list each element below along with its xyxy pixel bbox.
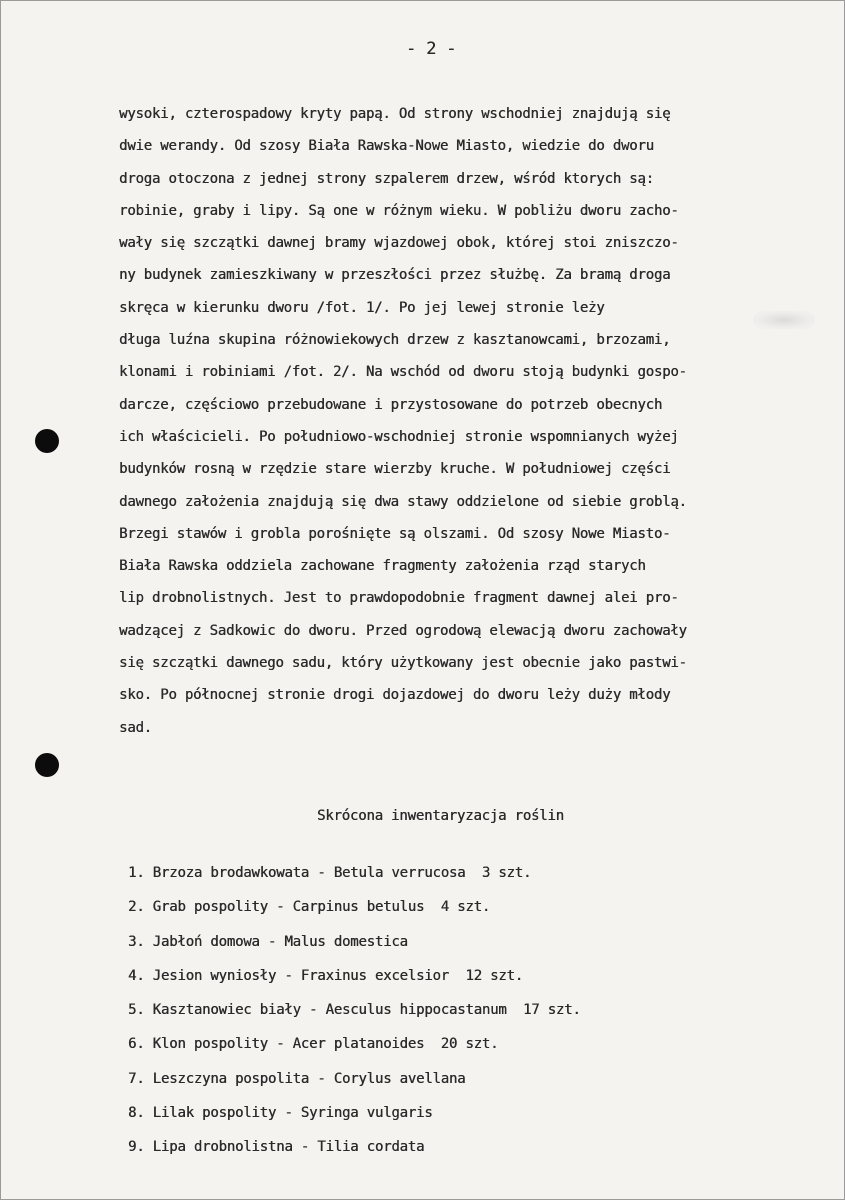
inventory-item: 6. Klon pospolity - Acer platanoides 20 szt. [128, 1036, 499, 1053]
body-line: klonami i robiniami /fot. 2/. Na wschód od dworu stoją budynki gospo- [119, 364, 687, 381]
body-line: sad. [119, 719, 152, 736]
inventory-item: 2. Grab pospolity - Carpinus betulus 4 szt. [128, 899, 491, 916]
inventory-item: 3. Jabłoń domowa - Malus domestica [128, 933, 408, 950]
inventory-title: Skrócona inwentaryzacja roślin [317, 808, 564, 824]
body-line: ny budynek zamieszkiwany w przeszłości przez służbę. Za bramą droga [119, 267, 671, 284]
body-line: droga otoczona z jednej strony szpalerem drzew, wśród ktorych są: [119, 170, 654, 187]
inventory-item: 1. Brzoza brodawkowata - Betula verrucosa 3 szt. [128, 865, 532, 881]
punch-hole [35, 753, 59, 777]
body-line: wadzącej z Sadkowic do dworu. Przed ogrodową elewacją dworu zachowały [119, 622, 687, 639]
body-line: robinie, graby i lipy. Są one w różnym wieku. W pobliżu dworu zacho- [119, 202, 679, 219]
inventory-item: 7. Leszczyna pospolita - Corylus avellana [128, 1070, 466, 1087]
body-line: wysoki, czterospadowy kryty papą. Od strony wschodniej znajdują się [119, 106, 671, 122]
body-line: Biała Rawska oddziela zachowane fragmenty założenia rząd starych [119, 558, 646, 575]
body-line: długa luźna skupina różnowiekowych drzew z kasztanowcami, brzozami, [119, 332, 671, 349]
body-line: dawnego założenia znajdują się dwa stawy oddzielone od siebie groblą. [119, 493, 687, 510]
body-line: darcze, częściowo przebudowane i przystosowane do potrzeb obecnych [119, 396, 663, 413]
body-line: wały się szczątki dawnej bramy wjazdowej obok, której stoi zniszczo- [119, 235, 679, 252]
body-line: dwie werandy. Od szosy Biała Rawska-Nowe Miasto, wiedzie do dworu [119, 138, 654, 155]
inventory-item: 9. Lipa drobnolistna - Tilia cordata [128, 1139, 425, 1156]
body-line: się szczątki dawnego sadu, który użytkowany jest obecnie jako pastwi- [119, 655, 687, 672]
page-number: - 2 - [406, 39, 457, 59]
body-line: budynków rosną w rzędzie stare wierzby kruche. W południowej części [119, 461, 671, 478]
inventory-item: 5. Kasztanowiec biały - Aesculus hippocastanum 17 szt. [128, 1002, 581, 1019]
inventory-list [128, 858, 581, 1167]
inventory-item: 8. Lilak pospolity - Syringa vulgaris [128, 1105, 433, 1122]
punch-hole [35, 429, 59, 453]
body-line: sko. Po północnej stronie drogi dojazdowej do dworu leży duży młody [119, 687, 671, 704]
inventory-item: 4. Jesion wyniosły - Fraxinus excelsior 12 szt. [128, 967, 523, 984]
body-line: skręca w kierunku dworu /fot. 1/. Po jej lewej stronie leży [119, 299, 605, 316]
body-line: ich właścicieli. Po południowo-wschodniej stronie wspomnianych wyżej [119, 428, 679, 445]
body-line: lip drobnolistnych. Jest to prawdopodobnie fragment dawnej alei pro- [119, 590, 679, 607]
body-line: Brzegi stawów i grobla porośnięte są olszami. Od szosy Nowe Miasto- [119, 525, 671, 542]
body-text [119, 98, 834, 744]
